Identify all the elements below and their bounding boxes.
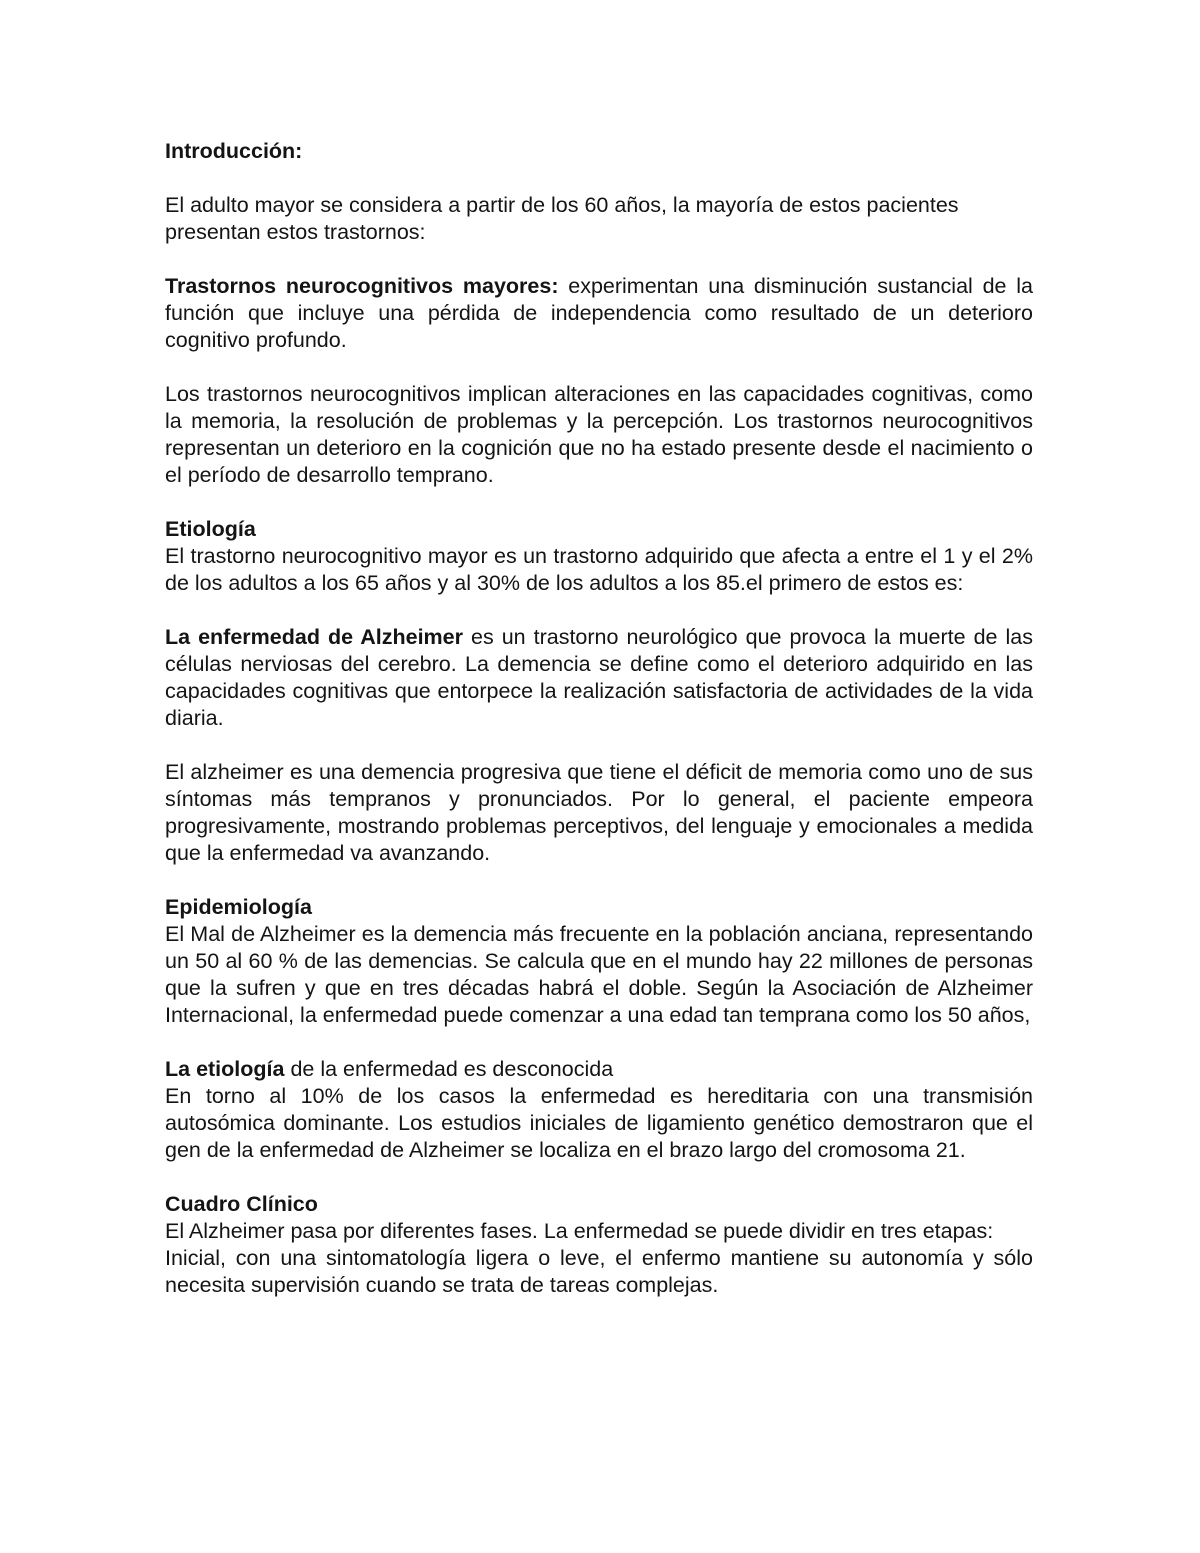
progresiva-paragraph: El alzheimer es una demencia progresiva que tiene el déficit de memoria como uno de sus síntomas más tempranos y pronunciados. Por lo general, el paciente empeora progresivamente, mostrando problemas perceptivos, del lenguaje y emocionales a medida que la enfermedad va avanzando. [165,760,1033,865]
intro-paragraph: El adulto mayor se considera a partir de los 60 años, la mayoría de estos pacientes presentan estos trastornos: [165,193,959,244]
cuadro-paragraph-2: Inicial, con una sintomatología ligera o leve, el enfermo mantiene su autonomía y sólo necesita supervisión cuando se trata de tareas complejas. [165,1246,1033,1297]
etiologia-enf-paragraph: En torno al 10% de los casos la enfermedad es hereditaria con una transmisión autosómica dominante. Los estudios iniciales de ligamiento genético demostraron que el gen de la enfermedad de Alzheimer se localiza en el brazo largo del cromosoma 21. [165,1084,1033,1162]
alzheimer-lead: La enfermedad de Alzheimer [165,625,463,649]
epidemiologia-paragraph: El Mal de Alzheimer es la demencia más frecuente en la población anciana, representando un 50 al 60 % de las demencias. Se calcula que en el mundo hay 22 millones de personas que la sufren y que en tres décadas habrá el doble. Según la Asociación de Alzheimer Internacional, la enfermedad puede comenzar a una edad tan temprana como los 50 años, [165,922,1033,1027]
cuadro-heading: Cuadro Clínico [165,1192,318,1216]
etiologia-enf-lead: La etiología [165,1057,285,1081]
alzheimer-text: es un trastorno neurológico que provoca la muerte de las células nerviosas del cerebro. La demencia se define como el deterioro adquirido en las capacidades cognitivas que entorpece la realización satisfactoria de actividades de la vida diaria. [165,625,1033,730]
cuadro-paragraph-1: El Alzheimer pasa por diferentes fases. La enfermedad se puede dividir en tres etapas: [165,1219,994,1243]
alzheimer-paragraph [165,624,1033,732]
etiologia-enf-lead-rest: de la enfermedad es desconocida [284,1057,614,1081]
document-page [165,138,1033,1326]
tnm-lead: Trastornos neurocognitivos mayores: [165,274,559,298]
epidemiologia-heading: Epidemiología [165,895,312,919]
etiologia-enf-heading [165,1056,1033,1083]
intro-heading: Introducción: [165,139,303,163]
trastornos-paragraph: Los trastornos neurocognitivos implican alteraciones en las capacidades cognitivas, como la memoria, la resolución de problemas y la percepción. Los trastornos neurocognitivos representan un deterioro en la cognición que no ha estado presente desde el nacimiento o el período de desarrollo temprano. [165,382,1033,487]
tnm-text: experimentan una disminución sustancial de la función que incluye una pérdida de independencia como resultado de un deterioro cognitivo profundo. [165,274,1033,352]
etiologia-paragraph: El trastorno neurocognitivo mayor es un trastorno adquirido que afecta a entre el 1 y el 2% de los adultos a los 65 años y al 30% de los adultos a los 85.el primero de estos es: [165,544,1033,595]
tnm-paragraph [165,273,1033,354]
etiologia-heading: Etiología [165,517,256,541]
